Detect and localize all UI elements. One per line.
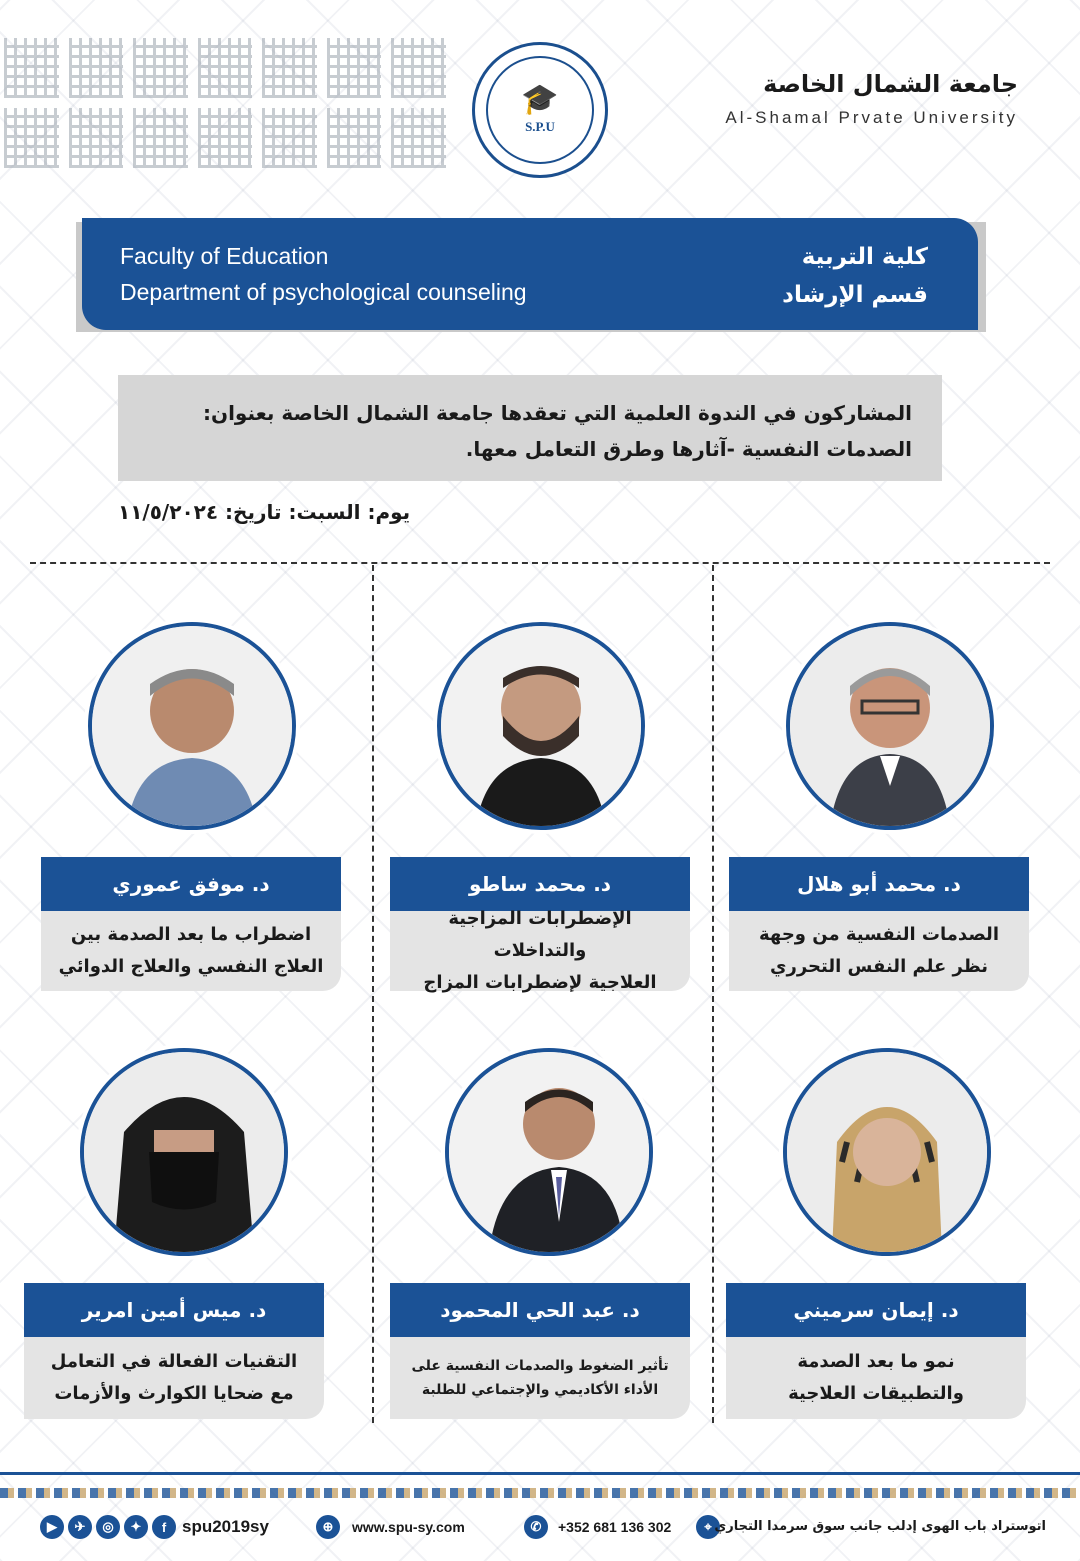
university-name-en: Al-Shamal Prvate University (725, 108, 1018, 127)
speaker-topic-4-line1: نمو ما بعد الصدمة (797, 1351, 955, 1372)
speaker-topic-2-line2: العلاجية لإضطرابات المزاج (423, 972, 657, 993)
divider-horizontal (30, 562, 1050, 564)
speaker-name-5: د. عبد الحي المحمود (390, 1283, 690, 1337)
location-pin-icon: ⌖ (696, 1515, 720, 1539)
speaker-topic-1 (729, 911, 1029, 991)
university-name (658, 70, 1018, 128)
speaker-topic-2-line1: الإضطرابات المزاجية والتداخلات (448, 908, 632, 961)
social-handle[interactable]: spu2019sy (182, 1517, 269, 1536)
speaker-topic-2 (390, 908, 690, 993)
website-link[interactable]: www.spu-sy.com (352, 1519, 465, 1535)
department-en: Department of psychological counseling (120, 279, 527, 305)
speaker-name-3: د. موفق عموري (41, 857, 341, 911)
faculty-ar: كلية التربية (801, 244, 928, 270)
phone-number[interactable]: +352 681 136 302 (558, 1519, 672, 1535)
speaker-name-4: د. إيمان سرميني (726, 1283, 1026, 1337)
speaker-topic-3 (41, 911, 341, 991)
speaker-topic-5 (390, 1337, 690, 1419)
address: اتوستراد باب الهوى إدلب جانب سوق سرمدا التجاري (714, 1519, 1046, 1534)
speaker-topic-6-line1: التقنيات الفعالة في التعامل (50, 1351, 298, 1372)
footer-ornament (0, 1488, 1080, 1498)
globe-icon: ⊕ (316, 1515, 340, 1539)
speaker-topic-6 (24, 1337, 324, 1419)
divider-vertical-left (372, 565, 374, 1423)
seminar-intro: المشاركون في الندوة العلمية التي تعقدها جامعة الشمال الخاصة بعنوان: (203, 401, 912, 425)
speaker-photo-al-mahmoud (445, 1048, 653, 1256)
speaker-photo-sarmini (783, 1048, 991, 1256)
speaker-photo-amouri (88, 622, 296, 830)
speaker-topic-4 (726, 1337, 1026, 1419)
divider-vertical-right (712, 565, 714, 1423)
seminar-date: يوم: السبت: تاريخ: ١١/٥/٢٠٢٤ (118, 500, 411, 524)
speaker-topic-5-line1: تأثير الضغوط والصدمات النفسية على (411, 1358, 669, 1374)
speaker-photo-sato (437, 622, 645, 830)
instagram-icon[interactable]: ◎ (96, 1515, 120, 1539)
speaker-name-2: د. محمد ساطو (390, 857, 690, 911)
footer (0, 1512, 1080, 1548)
faculty-en: Faculty of Education (120, 243, 329, 269)
seminar-title-box (118, 375, 942, 481)
speaker-topic-3-line1: اضطراب ما بعد الصدمة بين (70, 924, 312, 945)
department-ar: قسم الإرشاد (782, 282, 928, 308)
graduation-cap-icon: 🎓 (521, 82, 559, 117)
twitter-icon[interactable]: ✦ (124, 1515, 148, 1539)
university-logo (472, 42, 608, 178)
seminar-title: الصدمات النفسية -آثارها وطرق التعامل معها. (465, 437, 912, 461)
speaker-topic-1-line2: نظر علم النفس التحرري (769, 956, 989, 977)
footer-divider (0, 1472, 1080, 1475)
speaker-photo-abu-hilal (786, 622, 994, 830)
speaker-topic-3-line2: العلاج النفسي والعلاج الدوائي (58, 956, 324, 977)
facebook-icon[interactable]: f (152, 1515, 176, 1539)
university-name-ar: جامعة الشمال الخاصة (763, 70, 1018, 98)
faculty-banner (82, 218, 978, 330)
whatsapp-icon: ✆ (524, 1515, 548, 1539)
logo-text: S.P.U (525, 119, 555, 134)
speaker-topic-4-line2: والتطبيقات العلاجية (788, 1383, 964, 1404)
speaker-name-1: د. محمد أبو هلال (729, 857, 1029, 911)
youtube-icon[interactable]: ▶ (40, 1515, 64, 1539)
speaker-name-6: د. ميس أمين امرير (24, 1283, 324, 1337)
speaker-topic-6-line2: مع ضحايا الكوارث والأزمات (54, 1383, 294, 1404)
telegram-icon[interactable]: ✈ (68, 1515, 92, 1539)
header-grid-decoration (0, 38, 450, 168)
speaker-topic-1-line1: الصدمات النفسية من وجهة (759, 924, 999, 945)
speaker-topic-5-line2: الأداء الأكاديمي والإجتماعي للطلبة (421, 1382, 659, 1398)
speaker-photo-amrir (80, 1048, 288, 1256)
